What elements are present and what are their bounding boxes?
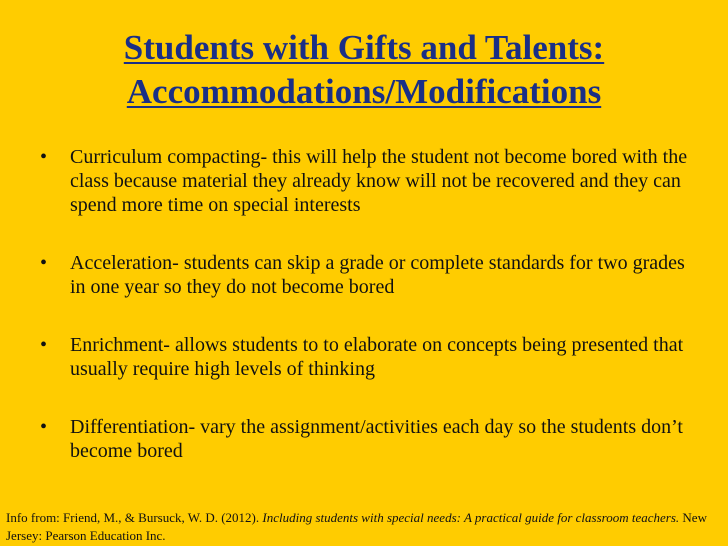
bullet-item (40, 333, 700, 381)
citation-book-title: Including students with special needs: A practical guide for classroom teachers. (262, 510, 680, 525)
bullet-item (40, 251, 700, 299)
citation-suffix: New Jersey: Pearson Education Inc. (6, 510, 707, 543)
bullet-dot-icon: • (40, 334, 48, 356)
bullet-item (40, 415, 700, 463)
bullet-text-differentiation: Differentiation- vary the assignment/activities each day so the students don’t become bored (70, 416, 683, 462)
bullet-text-curriculum-compacting: Curriculum compacting- this will help the student not become bored with the class because material they already know will not be recovered and they can spend more time on special interests (70, 146, 688, 216)
bullet-dot-icon: • (40, 416, 48, 438)
slide-title-line-1: Students with Gifts and Talents: (123, 28, 605, 67)
bullet-dot-icon: • (40, 252, 48, 274)
bullet-list (40, 145, 700, 497)
source-citation (6, 509, 722, 545)
slide-title (0, 26, 728, 114)
bullet-dot-icon: • (40, 146, 48, 168)
citation-prefix: Info from: Friend, M., & Bursuck, W. D. (2012). (6, 510, 263, 525)
bullet-text-acceleration: Acceleration- students can skip a grade or complete standards for two grades in one year so they do not become bored (70, 252, 685, 298)
slide-title-line-2: Accommodations/Modifications (126, 72, 602, 111)
bullet-text-enrichment: Enrichment- allows students to to elaborate on concepts being presented that usually require high levels of thinking (70, 334, 684, 380)
bullet-item (40, 145, 700, 217)
